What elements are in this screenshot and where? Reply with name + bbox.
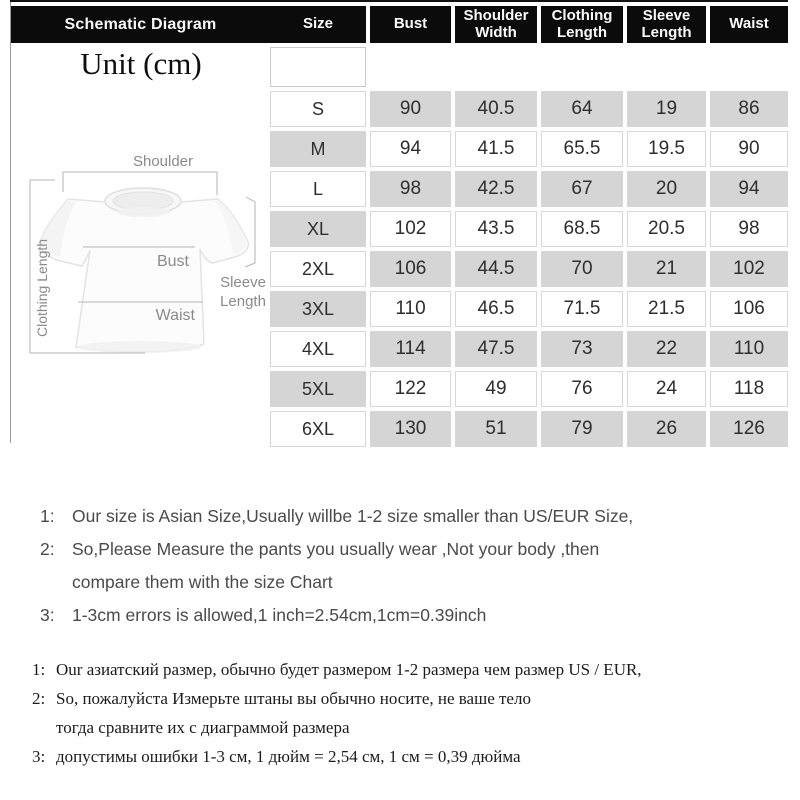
note-lines [72,505,633,538]
column-header-shoulder-width: Shoulder Width [455,6,537,43]
measurement-value: 20 [627,171,706,207]
measurement-value: 24 [627,371,706,407]
note-line: So,Please Measure the pants you usually wear ,Not your body ,then [72,539,600,559]
shoulder-label: Shoulder [132,153,194,170]
measurement-value: 126 [710,411,788,447]
measurement-value: 110 [710,331,788,367]
size-label-m: M [270,131,366,167]
note-number: 2: [40,539,55,559]
measurement-value: 26 [627,411,706,447]
measurement-value: 21 [627,251,706,287]
measurement-value: 21.5 [627,291,706,327]
note-line: тогда сравните их с диаграммой размера [56,718,350,737]
measurement-value: 110 [370,291,451,327]
size-label-5xl: 5XL [270,371,366,407]
tshirt-diagram [10,95,272,455]
measurement-value: 122 [370,371,451,407]
measurement-value: 106 [710,291,788,327]
unit-spacer-cell [270,47,366,87]
note-line: Our size is Asian Size,Usually willbe 1-2 size smaller than US/EUR Size, [72,506,634,526]
top-border-line [10,0,788,2]
measurement-value: 43.5 [455,211,537,247]
tshirt-hem-shadow [78,341,202,353]
measurement-value: 130 [370,411,451,447]
measurement-value: 49 [455,371,537,407]
measurement-value: 41.5 [455,131,537,167]
note-lines [56,689,531,747]
measurement-value: 98 [710,211,788,247]
english-notes [40,505,680,637]
size-label-s: S [270,91,366,127]
measurement-value: 40.5 [455,91,537,127]
note-lines [56,660,642,689]
column-header-waist: Waist [710,6,788,43]
note-item [40,505,680,538]
note-item [32,660,732,689]
note-number: 3: [40,605,55,625]
measurement-value: 86 [710,91,788,127]
column-header-clothing-length: Clothing Length [541,6,623,43]
note-number: 1: [32,660,46,679]
size-label-6xl: 6XL [270,411,366,447]
measurement-value: 42.5 [455,171,537,207]
measurement-value: 19.5 [627,131,706,167]
note-lines [56,747,521,776]
measurement-value: 44.5 [455,251,537,287]
note-item [32,689,732,747]
measurement-value: 90 [710,131,788,167]
size-label-xl: XL [270,211,366,247]
spacer-cell [370,47,451,87]
tshirt-schematic [10,95,272,455]
measurement-value: 67 [541,171,623,207]
note-lines [72,538,599,604]
size-table [270,6,788,447]
measurement-value: 71.5 [541,291,623,327]
size-label-2xl: 2XL [270,251,366,287]
measurement-value: 51 [455,411,537,447]
note-item [40,604,680,637]
note-lines [72,604,486,637]
measurement-value: 102 [710,251,788,287]
spacer-cell [541,47,623,87]
measurement-value: 98 [370,171,451,207]
measurement-value: 46.5 [455,291,537,327]
size-label-l: L [270,171,366,207]
note-item [32,747,732,776]
size-label-4xl: 4XL [270,331,366,367]
column-header-size: Size [270,6,366,43]
note-line: допустимы ошибки 1-3 см, 1 дюйм = 2,54 см, 1 см = 0,39 дюйма [56,747,521,766]
measurement-value: 90 [370,91,451,127]
spacer-cell [627,47,706,87]
column-header-sleeve-length: Sleeve Length [627,6,706,43]
clothing-length-label: Clothing Length [34,238,50,338]
measurement-value: 94 [710,171,788,207]
measurement-value: 94 [370,131,451,167]
measurement-value: 20.5 [627,211,706,247]
measurement-value: 64 [541,91,623,127]
note-line: So, пожалуйста Измерьте штаны вы обычно носите, не ваше тело [56,689,531,708]
sleeve-label-line2: Length [220,293,266,310]
measurement-value: 73 [541,331,623,367]
measurement-value: 65.5 [541,131,623,167]
sleeve-label-line1: Sleeve [220,274,266,291]
spacer-cell [455,47,537,87]
measurement-value: 22 [627,331,706,367]
schematic-diagram-header [11,6,270,43]
measurement-value: 118 [710,371,788,407]
measurement-value: 102 [370,211,451,247]
note-line: 1-3cm errors is allowed,1 inch=2.54cm,1cm=0.39inch [72,605,487,625]
bust-label: Bust [156,253,189,270]
measurement-value: 106 [370,251,451,287]
measurement-value: 70 [541,251,623,287]
note-line: compare them with the size Chart [72,572,333,592]
sleeve-length-measure-line [245,197,255,267]
measurement-value: 114 [370,331,451,367]
size-label-3xl: 3XL [270,291,366,327]
note-number: 1: [40,506,55,526]
measurement-value: 68.5 [541,211,623,247]
note-item [40,538,680,604]
note-number: 2: [32,689,46,708]
note-line: Our азиатский размер, обычно будет размером 1-2 размера чем размер US / EUR, [56,660,642,679]
tshirt-collar-shadow [116,207,170,217]
unit-label: Unit (cm) [80,46,202,81]
note-number: 3: [32,747,46,766]
spacer-cell [710,47,788,87]
measurement-value: 76 [541,371,623,407]
column-header-bust: Bust [370,6,451,43]
schematic-diagram-title: Schematic Diagram [64,15,217,33]
waist-label: Waist [155,307,195,324]
measurement-value: 19 [627,91,706,127]
russian-notes [32,660,732,776]
measurement-value: 79 [541,411,623,447]
measurement-value: 47.5 [455,331,537,367]
